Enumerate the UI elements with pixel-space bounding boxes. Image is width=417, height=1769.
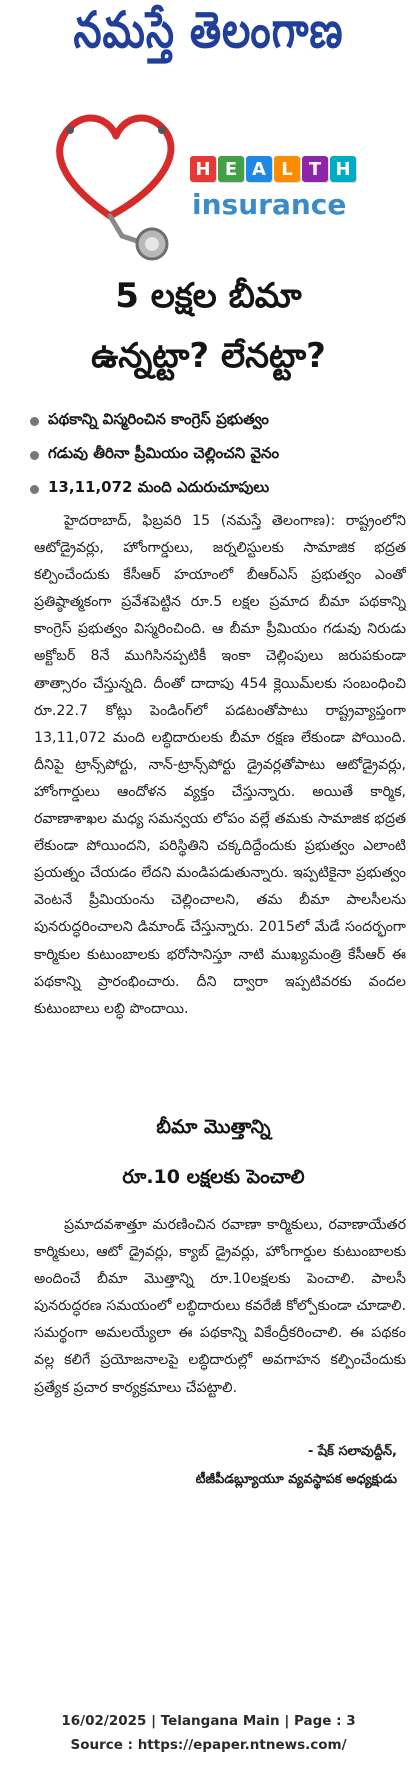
health-letter: A	[246, 156, 272, 182]
health-letter: H	[330, 156, 356, 182]
headline-line-1: 5 లక్షల బీమా	[115, 276, 302, 316]
health-letter: E	[218, 156, 244, 182]
footer-source: Source : https://epaper.ntnews.com/	[70, 1737, 347, 1753]
bullet-item	[30, 438, 410, 472]
bullet-dot-icon	[30, 417, 39, 426]
masthead	[0, 4, 417, 70]
article-paragraph-2: ప్రమాదవశాత్తూ మరణించిన రవాణా కార్మికులు, రవాణాయేతర కార్మికులు, ఆటో డ్రైవర్లు, క్యాబ్ డ్రైవర్లు, హోంగార్డుల కుటుంబాలకు అందించే బీమా మొత్తాన్ని రూ.10లక్షలకు పెంచాలి. పాలసీ పునరుద్ధరణ సమయంలో లబ్ధిదారులు కవరేజీ కోల్పోకుండా చూడాలి. సమర్థంగా అమలయ్యేలా ఈ పథకాన్ని వికేంద్రీకరించాలి. ఈ పథకం వల్ల కలిగే ప్రయోజనాలపై లబ్ధిదారుల్లో అవగాహన కల్పించేందుకు ప్రత్యేక ప్రచార కార్యక్రమాలు చేపట్టాలి.	[34, 1217, 406, 1396]
footer-date-page: 16/02/2025 | Telangana Main | Page : 3	[61, 1713, 356, 1729]
bullet-item	[30, 404, 410, 438]
bullet-item	[30, 472, 410, 506]
headline-line-2: ఉన్నట్టా? లేనట్టా?	[91, 336, 326, 376]
health-letter: L	[274, 156, 300, 182]
subheading-line-1: బీమా మొత్తాన్ని	[156, 1116, 271, 1138]
health-insurance-image	[30, 96, 366, 266]
summary-bullets	[30, 404, 410, 506]
health-letter-blocks	[190, 156, 356, 184]
bullet-dot-icon	[30, 451, 39, 460]
insurance-word: insurance	[192, 188, 347, 221]
health-letter: T	[302, 156, 328, 182]
signature-name: - షేక్ సలావుద్దీన్,	[307, 1444, 397, 1459]
bullet-text: 13,11,072 మంది ఎదురుచూపులు	[48, 478, 270, 496]
subheading-line-2: రూ.10 లక్షలకు పెంచాలి	[122, 1166, 305, 1188]
signature-role: టీజీపీడబ్ల్యూయూ వ్యవస్థాపక అధ్యక్షుడు	[195, 1472, 397, 1487]
bullet-text: పథకాన్ని విస్మరించిన కాంగ్రెస్ ప్రభుత్వం	[48, 410, 269, 428]
newspaper-title: నమస్తే తెలంగాణ	[73, 2, 344, 60]
bullet-dot-icon	[30, 485, 39, 494]
bullet-text: గడువు తీరినా ప్రీమియం చెల్లించని వైనం	[48, 444, 280, 462]
health-letter: H	[190, 156, 216, 182]
article-paragraph-1: హైదరాబాద్, ఫిబ్రవరి 15 (నమస్తే తెలంగాణ): రాష్ట్రంలోని ఆటోడ్రైవర్లు, హోంగార్డులు, జర్నలిస్టులకు సామాజిక భద్రత కల్పించేందుకు కేసీఆర్ హయాంలో బీఆర్ఎస్ ప్రభుత్వం ఎంతో ప్రతిష్ఠాత్మకంగా ప్రవేశపెట్టిన రూ.5 లక్షల ప్రమాద బీమా పథకాన్ని కాంగ్రెస్ ప్రభుత్వం విస్మరించింది. ఆ బీమా ప్రీమియం గడువు నిరుడు అక్టోబర్ 8నే ముగిసినప్పటికీ ఇంకా చెల్లింపులు జరుపకుండా తాత్సారం చేస్తున్నది. దీంతో దాదాపు 454 క్లెయిమ్‌లకు సంబంధించి రూ.22.7 కోట్లు పెండింగ్‌లో పడటంతోపాటు రాష్ట్రవ్యాప్తంగా 13,11,072 మంది లబ్ధిదారులకు బీమా రక్షణ లేకుండా పోయింది. దీనిపై ట్రాన్స్‌పోర్టు, నాన్-ట్రాన్స్‌పోర్టు డ్రైవర్లతోపాటు ఆటోడ్రైవర్లు, హోంగార్డులు ఆందోళన వ్యక్తం చేస్తున్నారు. అయితే కార్మిక, రవాణాశాఖల మధ్య సమన్వయ లోపం వల్లే తమకు సామాజిక భద్రత లేకుండా పోయిందని, పరిస్థితిని చక్కదిద్దేందుకు ప్రభుత్వం ఎలాంటి ప్రయత్నం చేయడం లేదని మండిపడుతున్నారు. ఇప్పటికైనా ప్రభుత్వం వెంటనే ప్రీమియంను చెల్లించాలని, తమ బీమా పాలసీలను పునరుద్ధరించాలని డిమాండ్ చేస్తున్నారు. 2015లో మేడే సందర్భంగా కార్మికుల కుటుంబాలకు భరోసానిస్తూ నాటి ముఖ్యమంత్రి కేసీఆర్ ఈ పథకాన్ని ప్రారంభించారు. దీని ద్వారా ఇప్పటివరకు వందల కుటుంబాలు లబ్ధి పొందాయి.	[34, 513, 406, 1017]
